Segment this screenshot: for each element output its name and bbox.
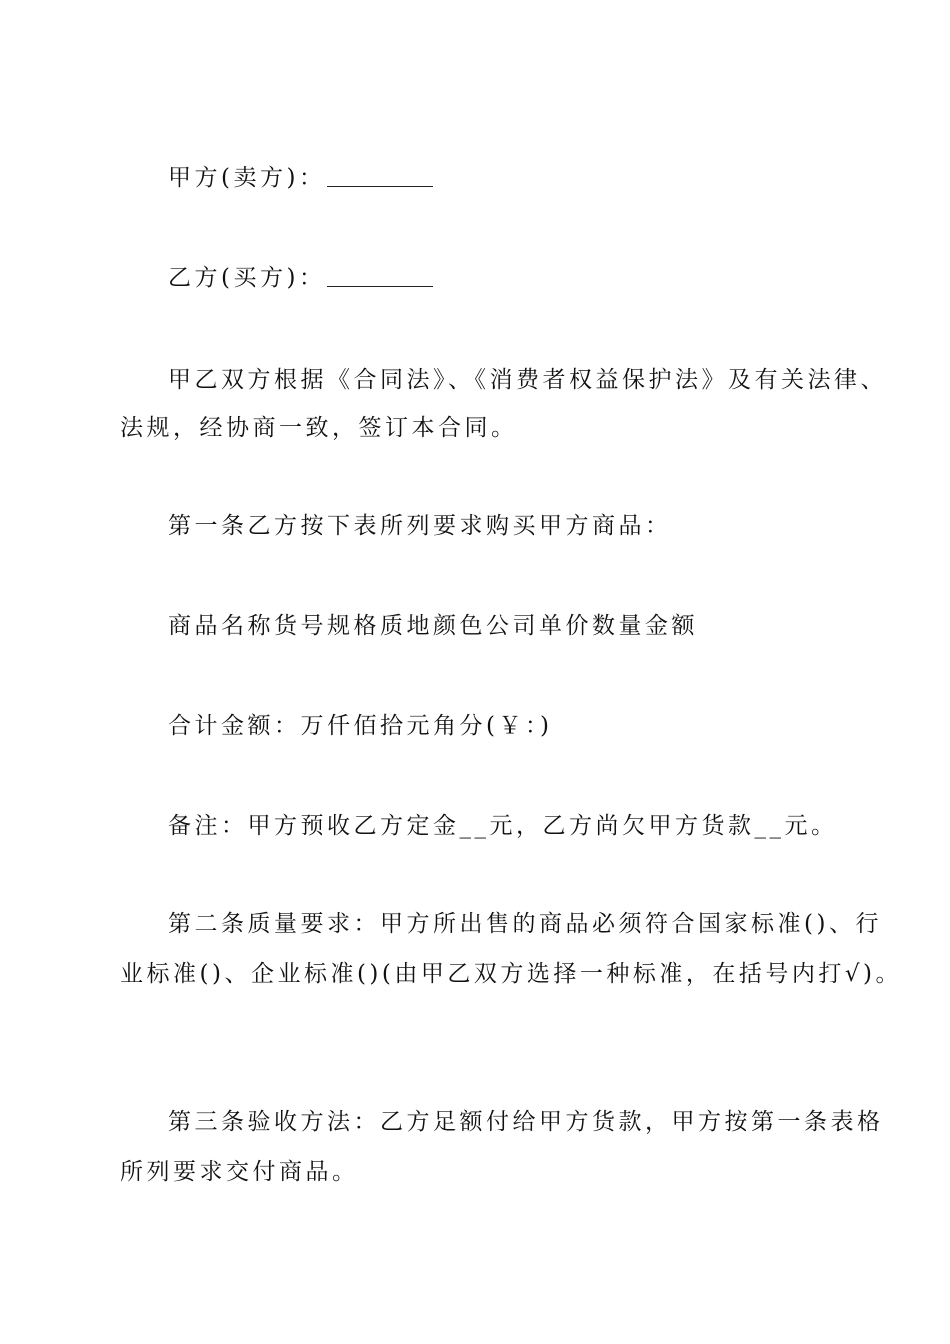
article-2-line2: 业标准()、企业标准()(由甲乙双方选择一种标准，在括号内打√)。 [120, 961, 902, 987]
table-header-line: 商品名称货号规格质地颜色公司单价数量金额 [168, 613, 698, 639]
intro-paragraph-line2: 法规，经协商一致，签订本合同。 [120, 415, 518, 441]
article-3-line1: 第三条验收方法：乙方足额付给甲方货款，甲方按第一条表格 [168, 1109, 884, 1135]
total-amount-line: 合计金额：万仟佰拾元角分(￥：) [168, 713, 553, 739]
party-b-label: 乙方(买方)： [168, 265, 326, 291]
party-a-blank [327, 164, 433, 187]
party-a-line [168, 162, 898, 194]
article-2-line1: 第二条质量要求：甲方所出售的商品必须符合国家标准()、行 [168, 911, 882, 937]
party-b-blank [327, 264, 433, 287]
article-3-line2: 所列要求交付商品。 [120, 1159, 359, 1185]
party-b-line [168, 262, 898, 294]
remark-line: 备注：甲方预收乙方定金__元，乙方尚欠甲方货款__元。 [168, 813, 838, 839]
party-a-label: 甲方(卖方)： [168, 165, 326, 191]
article-1: 第一条乙方按下表所列要求购买甲方商品： [168, 513, 672, 539]
intro-paragraph-line1: 甲乙双方根据《合同法》、《消费者权益保护法》及有关法律、 [168, 367, 887, 393]
